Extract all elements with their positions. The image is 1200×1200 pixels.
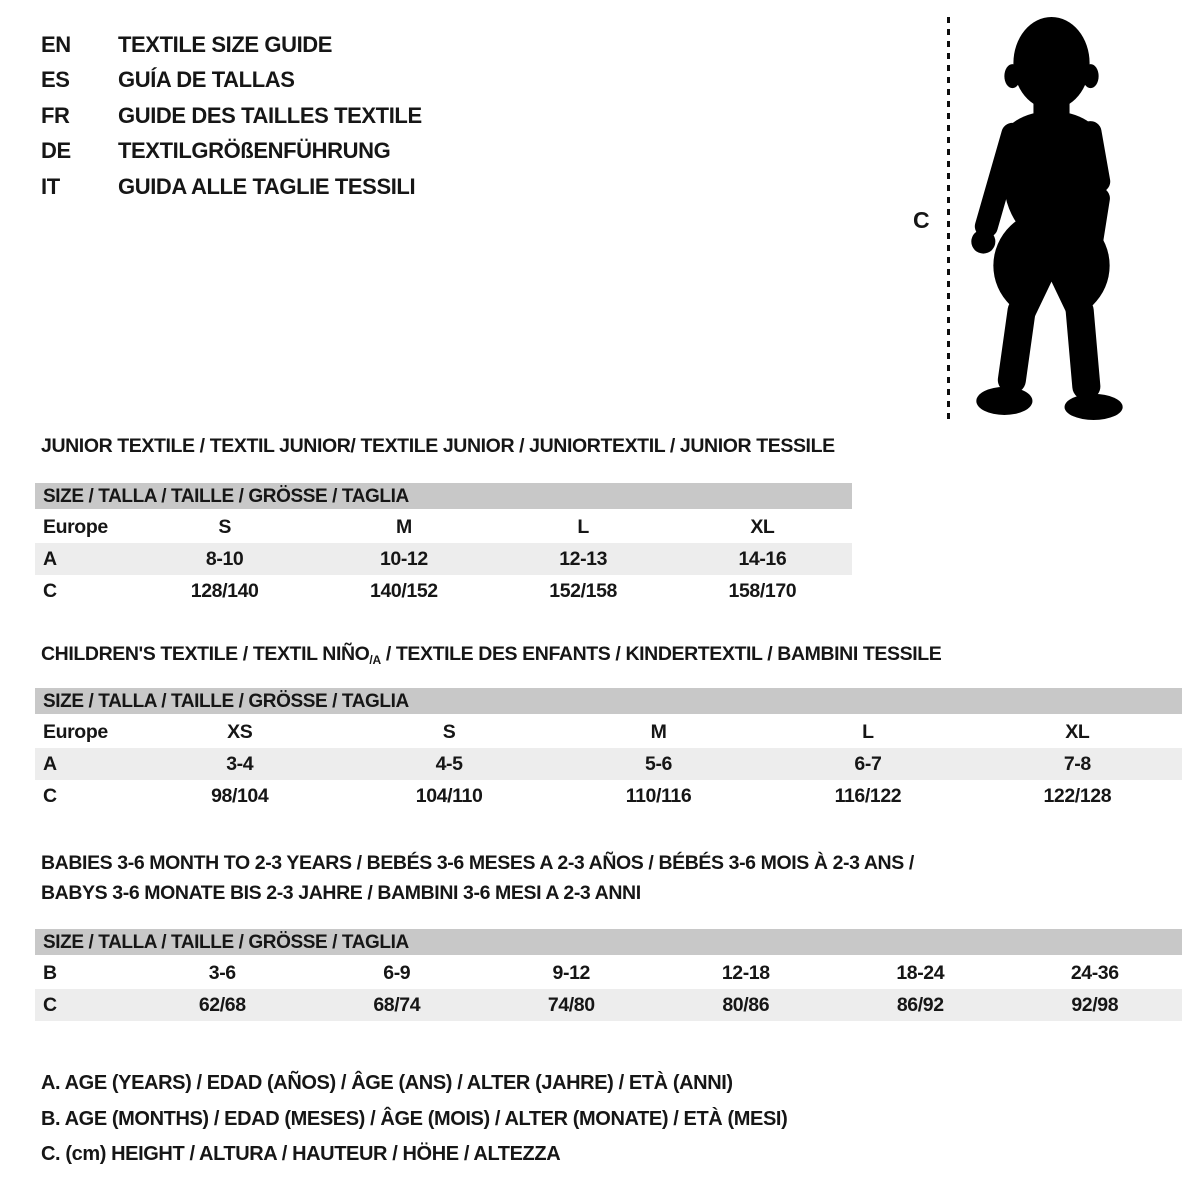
size-cell: S: [442, 720, 456, 743]
size-cell: M: [650, 720, 667, 743]
size-cell: XL: [750, 515, 775, 538]
months-cell: 6-9: [383, 961, 411, 984]
height-cell: 158/170: [728, 579, 797, 602]
row-label: C: [43, 784, 57, 807]
size-cell: M: [395, 515, 412, 538]
months-cell: 3-6: [208, 961, 236, 984]
children-title-post: / TEXTILE DES ENFANTS / KINDERTEXTIL / BAMBINI TESSILE: [380, 643, 942, 665]
height-cell: 98/104: [211, 784, 269, 807]
guide-title-it: GUIDA ALLE TAGLIE TESSILI: [118, 173, 416, 199]
height-cell: 74/80: [547, 993, 595, 1016]
children-section-title: [41, 643, 941, 667]
guide-title-es: GUÍA DE TALLAS: [118, 67, 295, 93]
legend-height-cm: C. (cm) HEIGHT / ALTURA / HAUTEUR / HÖHE / ALTEZZA: [41, 1143, 561, 1166]
children-row-age: [35, 748, 1182, 780]
age-cell: 4-5: [435, 752, 463, 775]
babies-size-header-bar: SIZE / TALLA / TAILLE / GRÖSSE / TAGLIA: [35, 929, 1182, 957]
height-cell: 92/98: [1071, 993, 1119, 1016]
row-label: C: [43, 993, 57, 1016]
row-label: Europe: [43, 720, 108, 743]
children-row-height: [35, 780, 1182, 812]
language-code-es: ES: [41, 67, 70, 93]
row-label: C: [43, 579, 57, 602]
junior-row-age: [35, 543, 852, 575]
height-cell: 68/74: [373, 993, 421, 1016]
legend-age-months: B. AGE (MONTHS) / EDAD (MESES) / ÂGE (MOIS) / ALTER (MONATE) / ETÀ (MESI): [41, 1107, 788, 1130]
language-code-it: IT: [41, 173, 60, 199]
babies-title-line1: BABIES 3-6 MONTH TO 2-3 YEARS / BEBÉS 3-6 MESES A 2-3 AÑOS / BÉBÉS 3-6 MOIS À 2-3 ANS /: [41, 852, 914, 874]
guide-title-fr: GUIDE DES TAILLES TEXTILE: [118, 102, 422, 128]
children-size-header-bar: SIZE / TALLA / TAILLE / GRÖSSE / TAGLIA: [35, 688, 1182, 716]
babies-section-title: [41, 848, 914, 908]
guide-title-de: TEXTILGRÖßENFÜHRUNG: [118, 138, 391, 164]
age-cell: 10-12: [379, 547, 428, 570]
language-row-de: [41, 134, 422, 170]
age-cell: 8-10: [205, 547, 244, 570]
height-measure-label: C: [913, 207, 930, 233]
junior-section-title: JUNIOR TEXTILE / TEXTIL JUNIOR/ TEXTILE JUNIOR / JUNIORTEXTIL / JUNIOR TESSILE: [41, 435, 835, 457]
size-cell: S: [218, 515, 231, 538]
age-cell: 12-13: [559, 547, 608, 570]
babies-row-months: [35, 957, 1182, 989]
row-label: A: [43, 752, 57, 775]
language-code-fr: FR: [41, 102, 70, 128]
language-header: [41, 27, 422, 205]
row-label: Europe: [43, 515, 108, 538]
children-row-europe: [35, 716, 1182, 748]
height-dotted-line-icon: [947, 17, 950, 419]
language-code-en: EN: [41, 31, 71, 57]
size-cell: L: [862, 720, 874, 743]
height-cell: 62/68: [198, 993, 246, 1016]
height-cell: 110/116: [625, 784, 692, 807]
age-cell: 14-16: [738, 547, 787, 570]
babies-row-height: [35, 989, 1182, 1021]
guide-title-en: TEXTILE SIZE GUIDE: [118, 31, 333, 57]
junior-size-header-bar: SIZE / TALLA / TAILLE / GRÖSSE / TAGLIA: [35, 483, 852, 511]
height-cell: 104/110: [415, 784, 483, 807]
children-size-table: [35, 688, 1182, 812]
height-cell: 80/86: [722, 993, 770, 1016]
language-code-de: DE: [41, 138, 71, 164]
row-label: A: [43, 547, 57, 570]
babies-title-line2: BABYS 3-6 MONATE BIS 2-3 JAHRE / BAMBINI 3-6 MESI A 2-3 ANNI: [41, 882, 641, 904]
legend-age-years: A. AGE (YEARS) / EDAD (AÑOS) / ÂGE (ANS) / ALTER (JAHRE) / ETÀ (ANNI): [41, 1072, 733, 1095]
junior-row-europe: [35, 511, 852, 543]
age-cell: 5-6: [645, 752, 672, 775]
toddler-silhouette-icon: [962, 15, 1140, 421]
size-cell: L: [577, 515, 589, 538]
height-cell: 128/140: [190, 579, 259, 602]
legend: [41, 1066, 787, 1173]
size-cell: XS: [227, 720, 253, 743]
height-cell: 122/128: [1043, 784, 1112, 807]
months-cell: 24-36: [1070, 961, 1119, 984]
age-cell: 6-7: [854, 752, 882, 775]
row-label: B: [43, 961, 57, 984]
language-row-en: [41, 27, 422, 63]
height-cell: 116/122: [834, 784, 902, 807]
height-cell: 152/158: [549, 579, 617, 602]
junior-size-table: [35, 483, 852, 607]
months-cell: 9-12: [552, 961, 590, 984]
height-cell: 86/92: [896, 993, 944, 1016]
height-cell: 140/152: [370, 579, 438, 602]
babies-size-table: [35, 929, 1182, 1021]
months-cell: 12-18: [721, 961, 770, 984]
months-cell: 18-24: [896, 961, 945, 984]
children-title-pre: CHILDREN'S TEXTILE / TEXTIL NIÑO: [41, 643, 370, 665]
junior-row-height: [35, 575, 852, 607]
language-row-es: [41, 63, 422, 99]
age-cell: 3-4: [226, 752, 254, 775]
language-row-it: [41, 169, 422, 205]
size-cell: XL: [1065, 720, 1090, 743]
children-title-sub: /A: [369, 653, 381, 667]
language-row-fr: [41, 98, 422, 134]
age-cell: 7-8: [1063, 752, 1091, 775]
